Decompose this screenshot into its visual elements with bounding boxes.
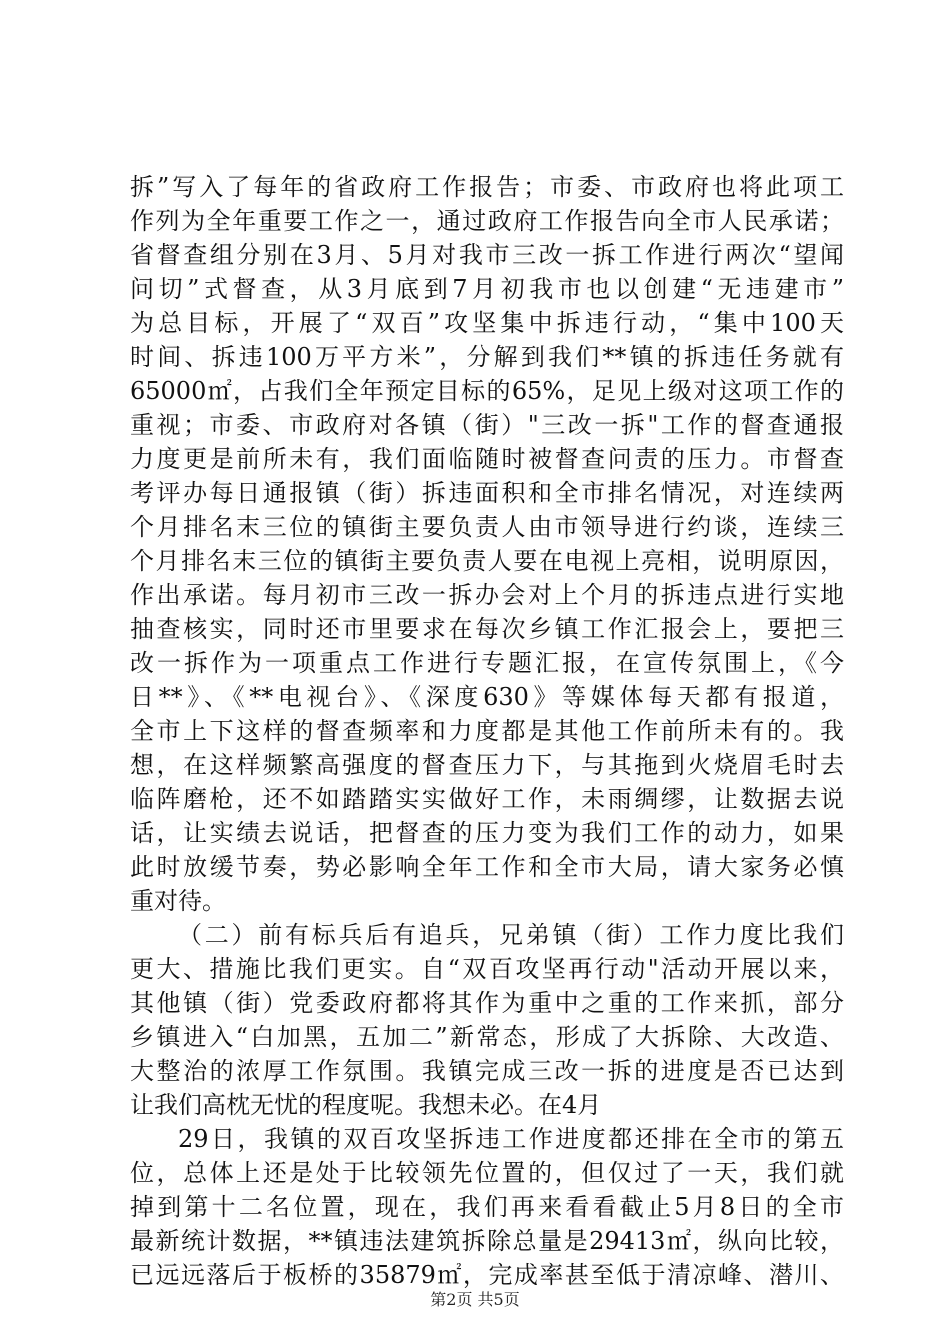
- page-footer: 第2页 共5页: [430, 1290, 520, 1309]
- text-line: 个月排名末三位的镇街主要负责人由市领导进行约谈，连续三: [130, 513, 844, 541]
- text-line: 位，总体上还是处于比较领先位置的，但仅过了一天，我们就: [130, 1159, 844, 1187]
- paragraph-first-line: （二）前有标兵后有追兵，兄弟镇（街）工作力度比我们: [178, 921, 844, 949]
- paragraph-first-line: 29日，我镇的双百攻坚拆违工作进度都还排在全市的第五: [178, 1125, 844, 1153]
- text-line: 更大、措施比我们更实。自“双百攻坚再行动"活动开展以来，: [130, 955, 844, 983]
- text-line: 临阵磨枪，还不如踏踏实实做好工作，未雨绸缪，让数据去说: [130, 785, 844, 813]
- text-line: 作出承诺。每月初市三改一拆办会对上个月的拆违点进行实地: [130, 581, 844, 609]
- text-line: 改一拆作为一项重点工作进行专题汇报，在宣传氛围上，《今: [130, 649, 844, 677]
- text-line: 重对待。: [130, 887, 226, 915]
- text-line: 为总目标，开展了“双百”攻坚集中拆违行动，“集中100天: [130, 309, 844, 337]
- text-line: 省督查组分别在3月、5月对我市三改一拆工作进行两次“望闻: [130, 241, 844, 269]
- text-line: 大整治的浓厚工作氛围。我镇完成三改一拆的进度是否已达到: [130, 1057, 844, 1085]
- text-line: 话，让实绩去说话，把督查的压力变为我们工作的动力，如果: [130, 819, 844, 847]
- text-line: 抽查核实，同时还市里要求在每次乡镇工作汇报会上，要把三: [130, 615, 844, 643]
- text-line: 乡镇进入“白加黑，五加二”新常态，形成了大拆除、大改造、: [130, 1023, 844, 1051]
- text-line: 时间、拆违100万平方米”，分解到我们**镇的拆违任务就有: [130, 343, 844, 371]
- text-line: 作列为全年重要工作之一，通过政府工作报告向全市人民承诺；: [130, 207, 844, 235]
- text-line: 重视；市委、市政府对各镇（街）"三改一拆"工作的督查通报: [130, 411, 844, 439]
- text-line: 问切”式督查，从3月底到7月初我市也以创建“无违建市”: [130, 275, 844, 303]
- text-line: 拆”写入了每年的省政府工作报告；市委、市政府也将此项工: [130, 173, 844, 201]
- text-line: 此时放缓节奏，势必影响全年工作和全市大局，请大家务必慎: [130, 853, 844, 881]
- text-line: 已远远落后于板桥的35879㎡，完成率甚至低于清凉峰、潜川、: [130, 1261, 844, 1289]
- text-line: 想，在这样频繁高强度的督查压力下，与其拖到火烧眉毛时去: [130, 751, 844, 779]
- text-line: 65000㎡，占我们全年预定目标的65%，足见上级对这项工作的: [130, 377, 844, 405]
- body-text: [130, 170, 844, 1292]
- text-line: 其他镇（街）党委政府都将其作为重中之重的工作来抓，部分: [130, 989, 844, 1017]
- text-line: 力度更是前所未有，我们面临随时被督查问责的压力。市督查: [130, 445, 844, 473]
- text-line: 最新统计数据，**镇违法建筑拆除总量是29413㎡，纵向比较，: [130, 1227, 844, 1255]
- text-line: 让我们高枕无忧的程度呢。我想未必。在4月: [130, 1091, 602, 1119]
- text-line: 全市上下这样的督查频率和力度都是其他工作前所未有的。我: [130, 717, 844, 745]
- text-line: 掉到第十二名位置，现在，我们再来看看截止5月8日的全市: [130, 1193, 844, 1221]
- text-line: 日**》、《**电视台》、《深度630》等媒体每天都有报道，: [130, 683, 844, 711]
- text-line: 考评办每日通报镇（街）拆违面积和全市排名情况，对连续两: [130, 479, 844, 507]
- text-line: 个月排名末三位的镇街主要负责人要在电视上亮相，说明原因，: [130, 547, 844, 575]
